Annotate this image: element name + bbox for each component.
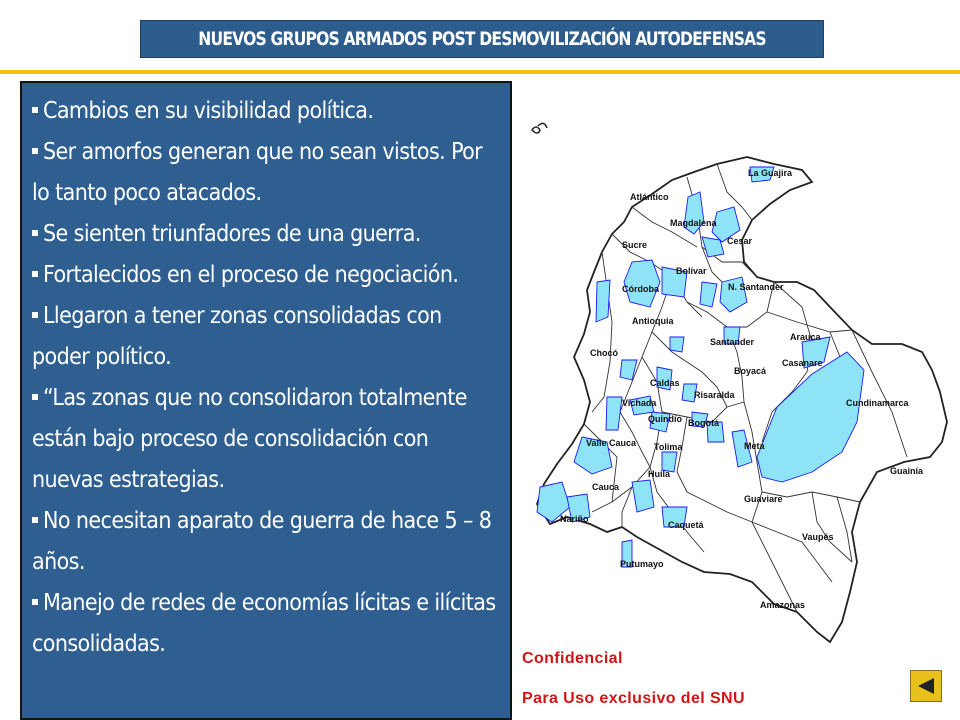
region-label: Bolívar <box>676 266 707 276</box>
region-label: Putumayo <box>620 559 664 569</box>
region-label: Boyacá <box>734 366 767 376</box>
colombia-map <box>512 112 960 652</box>
region-label: Huila <box>648 469 671 479</box>
region-label: Cesar <box>727 236 753 246</box>
region-label: Guaviare <box>744 494 783 504</box>
region-label: Risaralda <box>694 390 735 400</box>
region-label: Cauca <box>592 482 620 492</box>
confidential-label: Confidencial <box>522 650 623 667</box>
region-label: Valle Cauca <box>586 438 637 448</box>
region-label: Quindío <box>648 414 682 424</box>
bullet-item <box>32 132 504 214</box>
region-label: Vichada <box>622 398 657 408</box>
confidential-note: Para Uso exclusivo del SNU <box>522 690 745 707</box>
bullet-item <box>32 214 504 255</box>
bullet-item <box>32 255 504 296</box>
bullet-icon <box>32 312 38 318</box>
bullet-item <box>32 501 504 583</box>
bullet-text: Ser amorfos generan que no sean vistos. Por lo tanto poco atacados. <box>32 139 483 206</box>
island-shape <box>532 123 547 133</box>
region-label: Casanare <box>782 358 823 368</box>
previous-slide-button[interactable] <box>910 670 942 702</box>
bullet-icon <box>32 230 38 236</box>
region-label: Nariño <box>560 514 589 524</box>
bullet-text: Llegaron a tener zonas consolidadas con poder político. <box>32 303 442 370</box>
region-label: Amazonas <box>760 600 806 610</box>
region-label: Arauca <box>790 332 821 342</box>
bullet-text: Fortalecidos en el proceso de negociación. <box>43 262 459 288</box>
region-label: Antioquia <box>632 316 674 326</box>
bullet-text: “Las zonas que no consolidaron totalmente están bajo proceso de consolidación con nuevas estrategias. <box>32 385 467 493</box>
region-label: Santander <box>710 337 755 347</box>
region-label: Caldas <box>650 378 680 388</box>
bullet-item <box>32 378 504 501</box>
region-label: Caquetá <box>668 520 704 530</box>
bullet-panel <box>20 81 512 720</box>
region-label: Cundinamarca <box>846 398 909 408</box>
region-label: Córdoba <box>622 284 659 294</box>
bullet-item <box>32 91 504 132</box>
triangle-left-icon <box>916 677 936 695</box>
colombia-map-svg <box>512 112 960 652</box>
region-label: Bogotá <box>688 418 719 428</box>
slide-title: NUEVOS GRUPOS ARMADOS POST DESMOVILIZACIÓN AUTODEFENSAS <box>198 28 766 50</box>
bullet-icon <box>32 148 38 154</box>
bullet-text: Manejo de redes de economías lícitas e ilícitas consolidadas. <box>32 590 496 657</box>
slide-title-bar <box>140 20 824 58</box>
bullet-text: Cambios en su visibilidad política. <box>43 98 374 124</box>
region-label: N. Santander <box>728 282 784 292</box>
bullet-item <box>32 583 504 665</box>
region-label: La Guajira <box>748 168 793 178</box>
bullet-list <box>32 91 504 665</box>
bullet-text: Se sienten triunfadores de una guerra. <box>43 221 421 247</box>
bullet-icon <box>32 599 38 605</box>
bullet-icon <box>32 517 38 523</box>
region-label: Vaupés <box>802 532 834 542</box>
region-label: Meta <box>744 441 765 451</box>
region-label: Magdalena <box>670 218 717 228</box>
bullet-item <box>32 296 504 378</box>
bullet-icon <box>32 107 38 113</box>
region-label: Atlántico <box>630 192 669 202</box>
bullet-icon <box>32 394 38 400</box>
region-label: Guainía <box>890 466 924 476</box>
region-label: Tolima <box>654 442 683 452</box>
region-label: Sucre <box>622 240 648 250</box>
divider-rule <box>0 70 960 74</box>
bullet-text: No necesitan aparato de guerra de hace 5 – 8 años. <box>32 508 492 575</box>
bullet-icon <box>32 271 38 277</box>
region-label: Chocó <box>590 348 618 358</box>
